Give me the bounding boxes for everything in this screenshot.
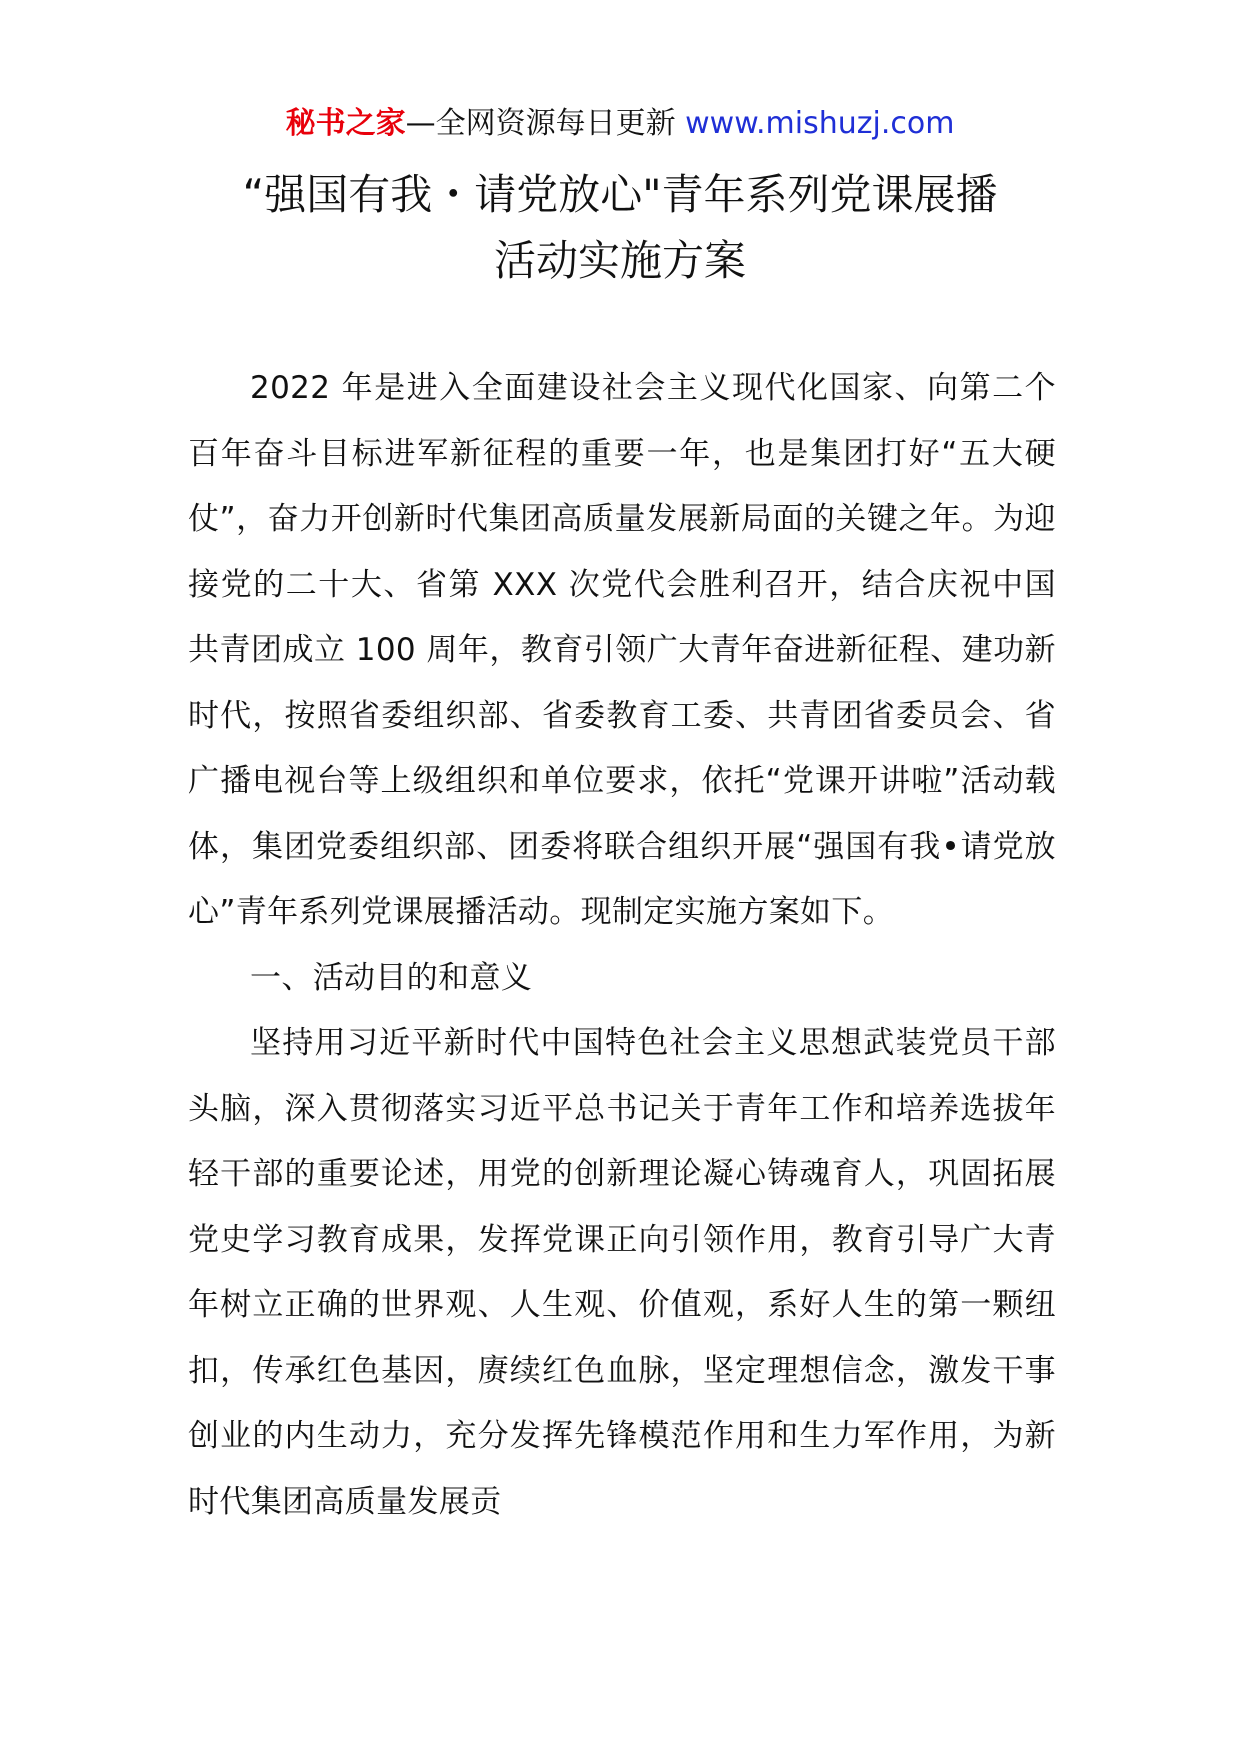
site-header <box>0 100 1240 148</box>
document-body <box>188 356 1056 1535</box>
document-title <box>0 162 1240 294</box>
paragraph-purpose: 坚持用习近平新时代中国特色社会主义思想武装党员干部头脑，深入贯彻落实习近平总书记关于青年工作和培养选拔年轻干部的重要论述，用党的创新理论凝心铸魂育人，巩固拓展党史学习教育成果，发挥党课正向引领作用，教育引导广大青年树立正确的世界观、人生观、价值观，系好人生的第一颗纽扣，传承红色基因，赓续红色血脉，坚定理想信念，激发干事创业的内生动力，充分发挥先锋模范作用和生力军作用，为新时代集团高质量发展贡 <box>188 1025 1056 1520</box>
site-brand: 秘书之家 <box>285 106 406 141</box>
title-line-2: 活动实施方案 <box>493 236 746 285</box>
site-tagline: —全网资源每日更新 <box>405 106 686 141</box>
site-url-link[interactable]: www.mishuzj.com <box>685 106 955 141</box>
title-line-1: “强国有我・请党放心"青年系列党课展播 <box>242 170 998 219</box>
paragraph-intro: 2022 年是进入全面建设社会主义现代化国家、向第二个百年奋斗目标进军新征程的重要一年，也是集团打好“五大硬仗”，奋力开创新时代集团高质量发展新局面的关键之年。为迎接党的二十大、省第 XXX 次党代会胜利召开，结合庆祝中国共青团成立 100 周年，教育引领广大青年奋进新征程、建功新时代，按照省委组织部、省委教育工委、共青团省委员会、省广播电视台等上级组织和单位要求，依托“党课开讲啦”活动载体，集团党委组织部、团委将联合组织开展“强国有我•请党放心”青年系列党课展播活动。现制定实施方案如下。 <box>188 370 1056 930</box>
section-heading-1: 一、活动目的和意义 <box>250 959 533 996</box>
